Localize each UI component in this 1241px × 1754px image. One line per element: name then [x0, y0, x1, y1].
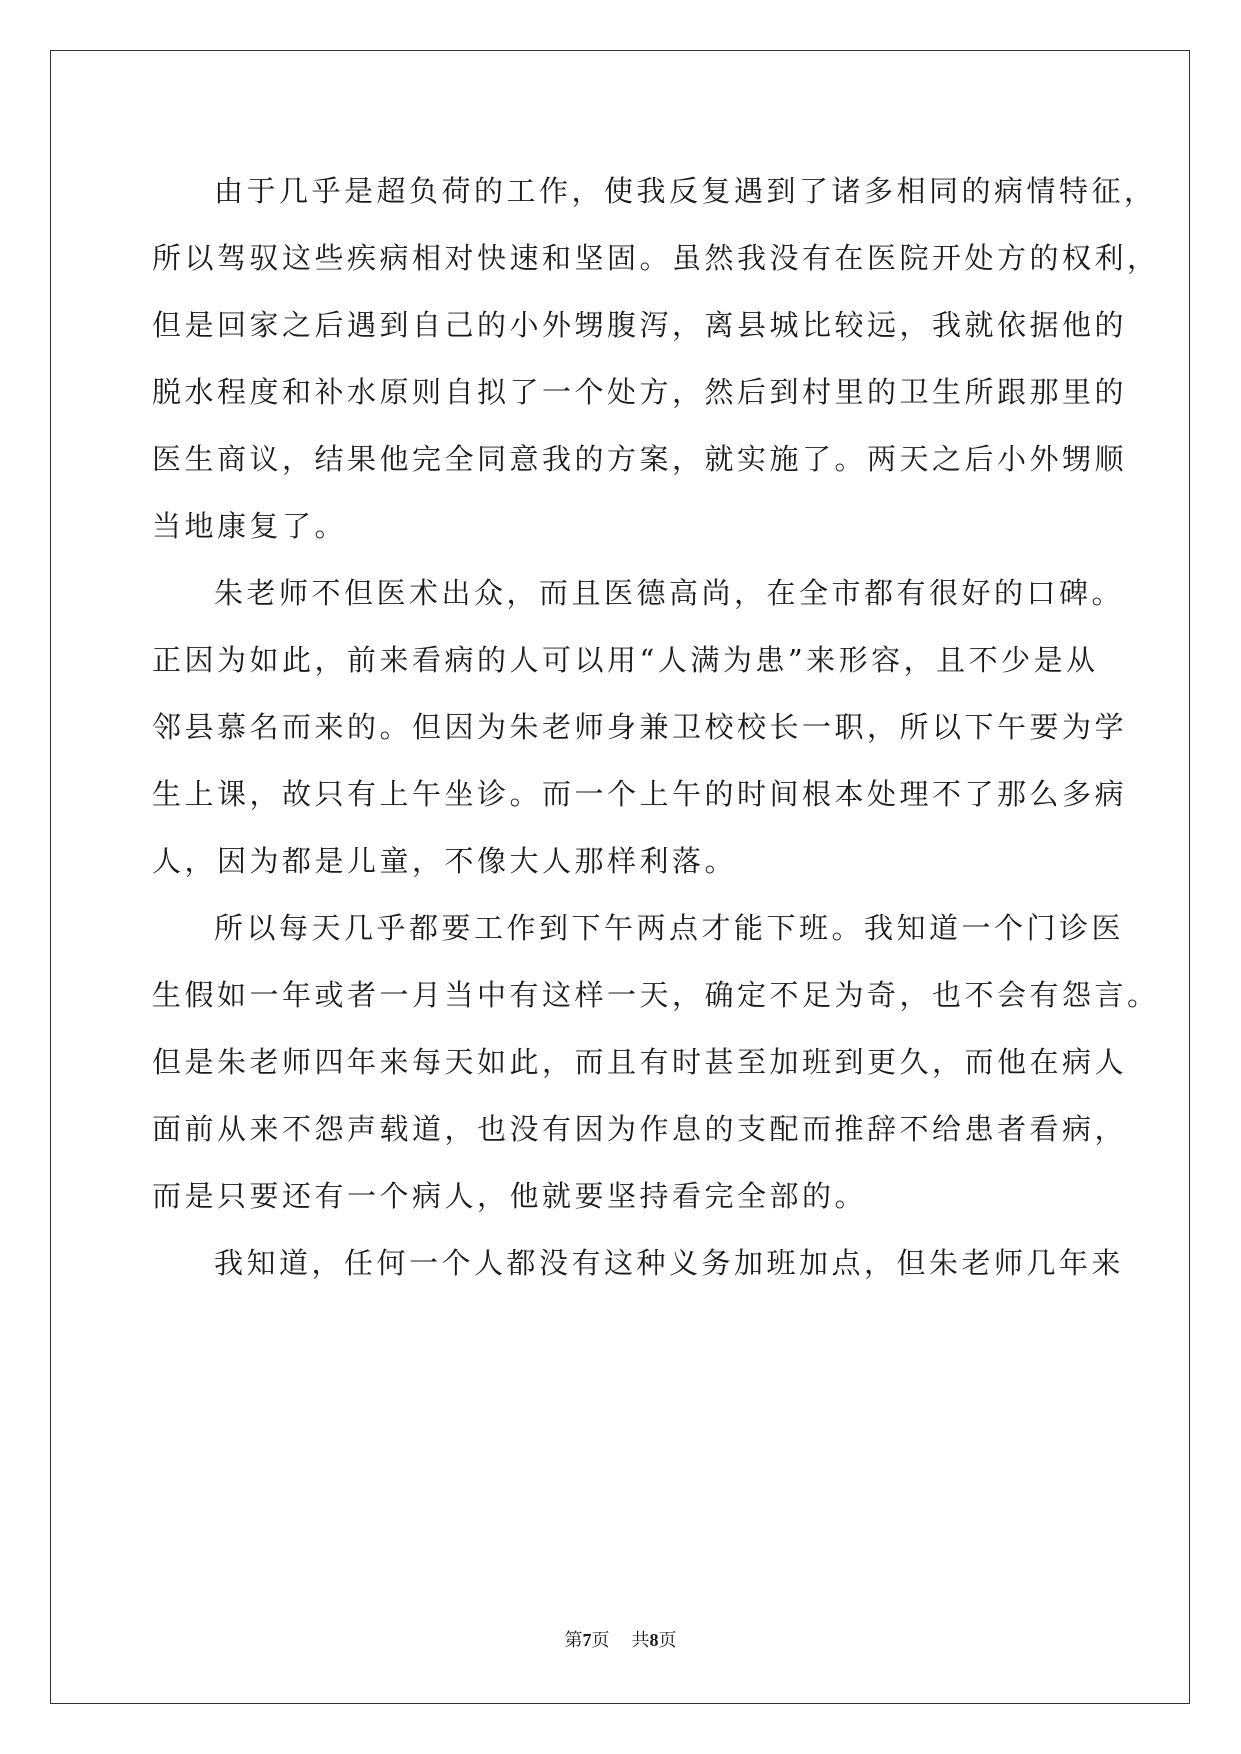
paragraph-1-line-3: 但是回家之后遇到自己的小外甥腹泻，离县城比较远，我就依据他的 [152, 308, 1128, 342]
paragraph-3-line-1: 所以每天几乎都要工作到下午两点才能下班。我知道一个门诊医 [214, 911, 1125, 945]
total-prefix: 共 [631, 1630, 650, 1650]
total-page-number: 8 [649, 1630, 659, 1650]
paragraph-3-line-5: 而是只要还有一个病人，他就要坚持看完全部的。 [152, 1179, 868, 1213]
paragraph-2-line-5: 人，因为都是儿童，不像大人那样利落。 [152, 844, 738, 878]
page-footer [0, 1626, 1241, 1652]
paragraph-1-line-2: 所以驾驭这些疾病相对快速和坚固。虽然我没有在医院开处方的权利， [152, 241, 1160, 275]
paragraph-3-line-3: 但是朱老师四年来每天如此，而且有时甚至加班到更久，而他在病人 [152, 1045, 1128, 1079]
current-page-number: 7 [582, 1630, 592, 1650]
page-mid: 页 [591, 1630, 610, 1650]
paragraph-1-line-4: 脱水程度和补水原则自拟了一个处方，然后到村里的卫生所跟那里的 [152, 375, 1128, 409]
paragraph-3-line-4: 面前从来不怨声载道，也没有因为作息的支配而推辞不给患者看病， [152, 1112, 1128, 1146]
paragraph-1-line-5: 医生商议，结果他完全同意我的方案，就实施了。两天之后小外甥顺 [152, 442, 1128, 476]
paragraph-1-line-6: 当地康复了。 [152, 509, 348, 543]
document-body [152, 158, 1160, 1297]
paragraph-3-line-2: 生假如一年或者一月当中有这样一天，确定不足为奇，也不会有怨言。 [152, 978, 1160, 1012]
page-prefix: 第 [564, 1630, 583, 1650]
paragraph-2-line-1: 朱老师不但医术出众，而且医德高尚，在全市都有很好的口碑。 [214, 576, 1125, 610]
paragraph-2-line-2: 正因为如此，前来看病的人可以用“人满为患”来形容，且不少是从 [152, 643, 1099, 677]
total-suffix: 页 [658, 1630, 677, 1650]
paragraph-4-line-1: 我知道，任何一个人都没有这种义务加班加点，但朱老师几年来 [214, 1246, 1125, 1280]
paragraph-2-line-4: 生上课，故只有上午坐诊。而一个上午的时间根本处理不了那么多病 [152, 777, 1128, 811]
paragraph-2-line-3: 邻县慕名而来的。但因为朱老师身兼卫校校长一职，所以下午要为学 [152, 710, 1128, 744]
paragraph-1-line-1: 由于几乎是超负荷的工作，使我反复遇到了诸多相同的病情特征， [214, 174, 1157, 208]
